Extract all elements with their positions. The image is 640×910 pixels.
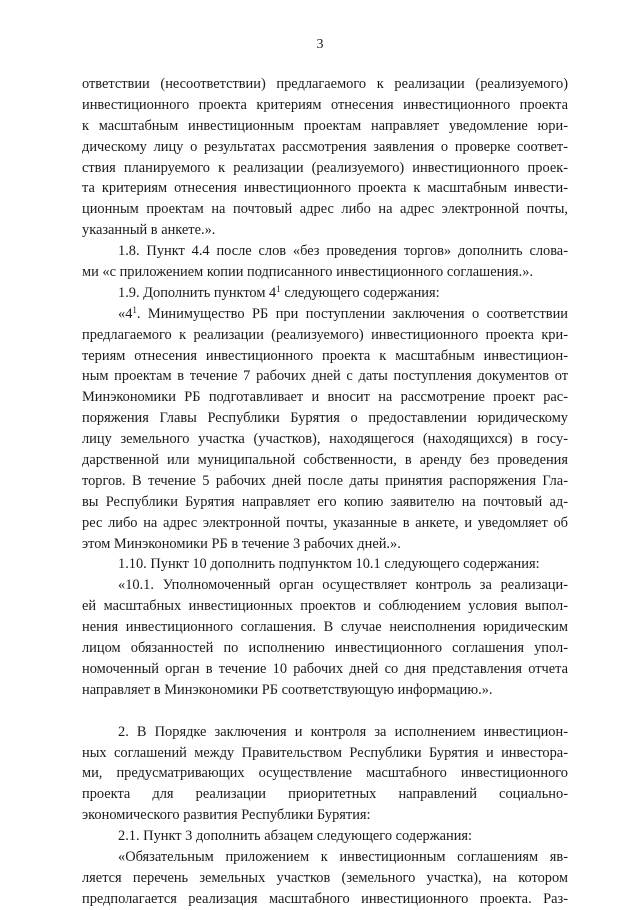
text-line: торгов. В течение 5 рабочих дней после даты принятия распоряжения Гла-: [82, 472, 568, 489]
text-line: проекта для реализации приоритетных направлений социально-: [82, 786, 568, 803]
superscript-one: 1: [132, 304, 137, 315]
text-line: ных соглашений между Правительством Республики Бурятия и инвестора-: [82, 744, 568, 761]
text-line: «Обязательным приложением к инвестиционным соглашениям яв-: [118, 848, 568, 865]
text-line: ционным проектам на почтовый адрес либо на адрес электронной почты,: [82, 201, 568, 218]
superscript-one: 1: [276, 283, 281, 294]
text-line: лицу земельного участка (участков), находящегося (находящихся) в госу-: [82, 431, 568, 448]
text-line: направляет в Минэкономики РБ соответствующую информацию.».: [82, 681, 493, 698]
text-line: предполагается реализация масштабного инвестиционного проекта. Раз-: [82, 890, 568, 907]
paragraph-gap: [82, 701, 568, 722]
text-line: рес либо на адрес электронной почты, указанные в анкете, и уведомляет об: [82, 514, 568, 531]
text-line: 2. В Порядке заключения и контроля за исполнением инвестицион-: [118, 723, 568, 740]
text-line: предлагаемого к реализации (реализуемого) инвестиционного проекта кри-: [82, 326, 568, 343]
text-line: номоченный орган в течение 10 рабочих дней со дня представления отчета: [82, 660, 568, 677]
page-number: 3: [316, 37, 324, 52]
text-line: 2.1. Пункт 3 дополнить абзацем следующего содержания:: [118, 828, 473, 845]
text-line: нения инвестиционного соглашения. В случае неисполнения юридическим: [82, 619, 568, 636]
text-line: вы Республики Бурятия направляет его копию заявителю на почтовый ад-: [82, 493, 568, 510]
text-line: экономического развития Республики Бурятия:: [82, 807, 371, 824]
text-line: Минэкономики РБ подготавливает и вносит на рассмотрение проект рас-: [82, 389, 568, 406]
document-body: [82, 74, 568, 910]
text-line: дарственной или муниципальной собственности, в аренду без проведения: [82, 452, 568, 469]
text-line: инвестиционного проекта критериям отнесения инвестиционного проекта: [82, 96, 568, 113]
text-line: 1.10. Пункт 10 дополнить подпунктом 10.1 следующего содержания:: [118, 556, 540, 573]
text-line: лицом обязанностей по исполнению инвестиционного соглашения упол-: [82, 640, 568, 657]
text-line: ей масштабных инвестиционных проектов и соблюдением условия выпол-: [82, 598, 568, 615]
text-line: териям отнесения инвестиционного проекта к масштабным инвестицион-: [82, 347, 568, 364]
text-line: поряжения Главы Республики Бурятия о предоставлении юридическому: [82, 410, 568, 427]
text-line: к масштабным инвестиционным проектам направляет уведомление юри-: [82, 117, 568, 134]
text-line: 1.8. Пункт 4.4 после слов «без проведения торгов» дополнить слова-: [118, 243, 568, 260]
text-line: ми, предусматривающих осуществление масштабного инвестиционного: [82, 765, 568, 782]
text-line: ным проектам в течение 7 рабочих дней с даты поступления документов от: [82, 368, 568, 385]
text-line: дическому лицу о результатах рассмотрения заявления о проверке соответ-: [82, 138, 568, 155]
text-line: ляется перечень земельных участков (земельного участка), на котором: [82, 869, 568, 886]
text-line: ответствии (несоответствии) предлагаемого к реализации (реализуемого): [82, 76, 568, 92]
text-line: ствия планируемого к реализации (реализуемого) инвестиционного проек-: [82, 159, 568, 176]
text-line: ми «с приложением копии подписанного инвестиционного соглашения.».: [82, 264, 534, 281]
text-line: «10.1. Уполномоченный орган осуществляет контроль за реализаци-: [118, 577, 568, 594]
text-line: этом Минэкономики РБ в течение 3 рабочих дней.».: [82, 535, 401, 552]
text-line: указанный в анкете.».: [82, 222, 216, 239]
text-line: «$4^1$. Минимущество РБ при поступлении заключения о соответствии: [118, 304, 568, 322]
text-line: 1.9. Дополнить пунктом $4^1$ следующего содержания:: [118, 283, 440, 301]
text-line: та критериям отнесения инвестиционного проекта к масштабным инвести-: [82, 180, 568, 197]
